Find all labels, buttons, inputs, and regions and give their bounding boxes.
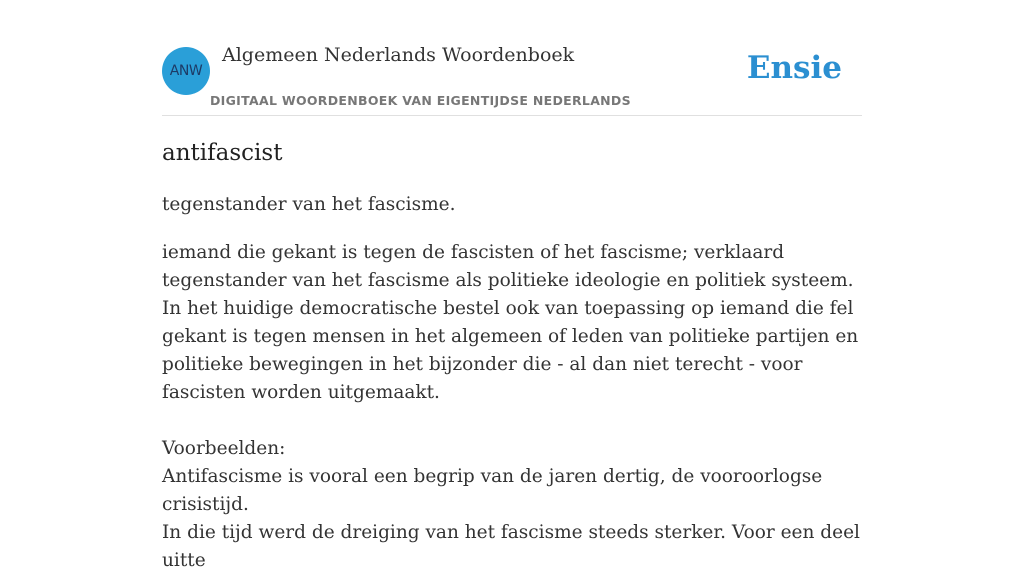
ensie-logo[interactable]: Ensie bbox=[746, 50, 842, 86]
site-subtitle: DIGITAAL WOORDENBOEK VAN EIGENTIJDSE NEDERLANDS bbox=[210, 93, 631, 108]
definition-paragraph: iemand die gekant is tegen de fascisten of het fascisme; verklaard tegenstander van het fascisme als politieke ideologie en politiek systeem. bbox=[162, 242, 854, 291]
example-sentence: Antifascisme is vooral een begrip van de jaren dertig, de vooroorlogse crisistijd. bbox=[162, 466, 823, 515]
page-container bbox=[162, 0, 862, 571]
examples-label: Voorbeelden: bbox=[162, 438, 286, 459]
example-sentence: In die tijd werd de dreiging van het fascisme steeds sterker. Voor een deel uitte bbox=[162, 522, 860, 571]
paragraph-gap bbox=[162, 407, 862, 435]
entry-body bbox=[162, 239, 862, 575]
site-title[interactable]: Algemeen Nederlands Woordenboek bbox=[222, 44, 575, 66]
header-divider bbox=[162, 115, 862, 116]
entry-headword: antifascist bbox=[162, 140, 283, 166]
entry-short-definition: tegenstander van het fascisme. bbox=[162, 194, 456, 215]
definition-paragraph: In het huidige democratische bestel ook van toepassing op iemand die fel gekant is tegen mensen in het algemeen of leden van politieke partijen en politieke bewegingen in het bijzonder die - al dan niet terecht - voor fascisten worden uitgemaakt. bbox=[162, 298, 859, 403]
anw-logo[interactable]: ANW bbox=[162, 47, 210, 95]
